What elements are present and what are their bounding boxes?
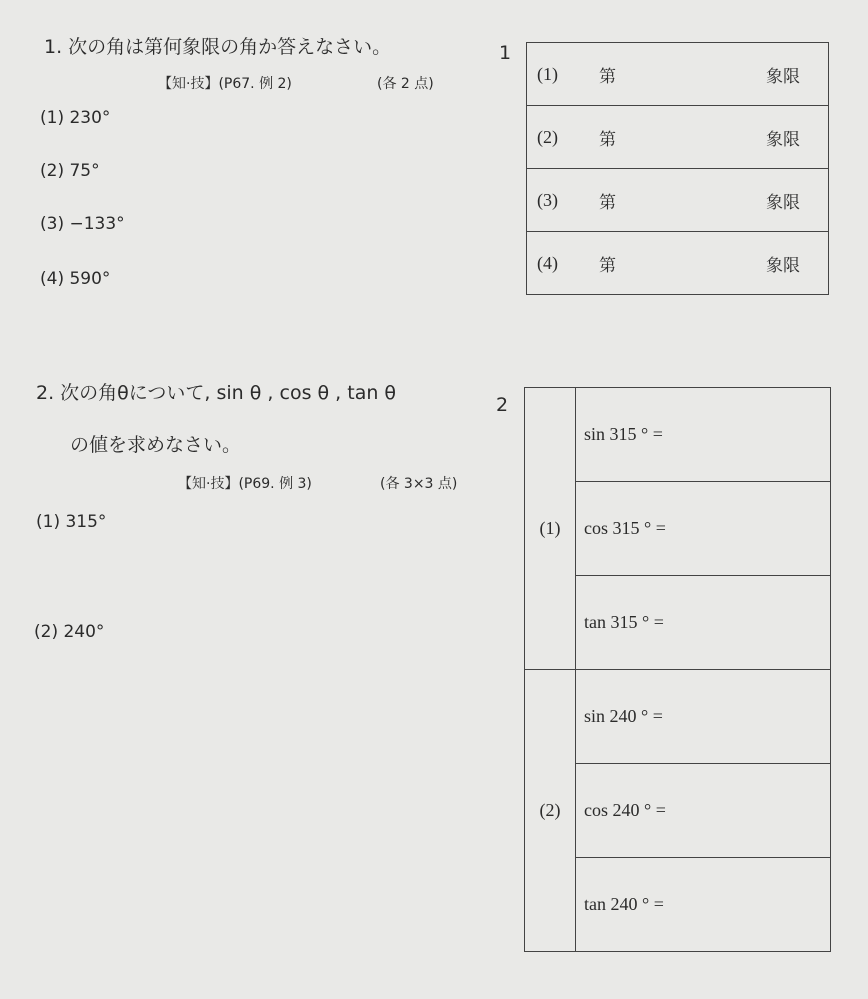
q1-item-4: (4) 590° [40,269,111,289]
q2-reference: 【知·技】(P69. 例 3) [178,476,312,492]
answer2-expression[interactable]: cos 315 ° = [576,482,831,576]
answer-table-1 [526,42,829,295]
answer1-dai: 第 [599,169,709,232]
q1-points: (各 2 点) [377,76,434,92]
q1-reference: 【知·技】(P67. 例 2) [158,76,292,92]
q2-title: 2. 次の角θについて, sin θ , cos θ , tan θ [36,382,397,404]
q1-item-2: (2) 75° [40,161,100,181]
answer1-dai: 第 [599,232,709,295]
q1-item-1: (1) 230° [40,108,111,128]
answer2-group-label: (2) [525,670,576,952]
answer-section-1-number: 1 [499,42,512,64]
answer-section-2-number: 2 [496,394,509,416]
answer1-row [527,106,829,169]
answer1-blank[interactable] [709,232,749,295]
answer1-row [527,169,829,232]
answer2-row [525,670,831,764]
q2-item-1: (1) 315° [36,512,107,532]
answer1-row [527,232,829,295]
answer1-dai: 第 [599,43,709,106]
answer-table-2 [524,387,831,952]
answer1-label: (3) [527,169,600,232]
answer1-label: (4) [527,232,600,295]
answer2-expression[interactable]: cos 240 ° = [576,764,831,858]
q2-item-2: (2) 240° [34,622,105,642]
q2-points: (各 3×3 点) [380,476,458,492]
answer1-shogen: 象限 [749,106,829,169]
q2-title-line2: の値を求めなさい。 [70,434,242,456]
q1-item-3: (3) −133° [40,214,125,234]
answer2-expression[interactable]: tan 240 ° = [576,858,831,952]
answer2-expression[interactable]: sin 240 ° = [576,670,831,764]
answer2-expression[interactable]: sin 315 ° = [576,388,831,482]
answer1-blank[interactable] [709,106,749,169]
answer2-row [525,388,831,482]
q1-title: 1. 次の角は第何象限の角か答えなさい。 [44,36,392,58]
answer1-blank[interactable] [709,43,749,106]
answer2-expression[interactable]: tan 315 ° = [576,576,831,670]
answer1-blank[interactable] [709,169,749,232]
answer1-shogen: 象限 [749,232,829,295]
answer1-row [527,43,829,106]
answer2-group-label: (1) [525,388,576,670]
answer1-label: (1) [527,43,600,106]
answer1-shogen: 象限 [749,169,829,232]
answer1-shogen: 象限 [749,43,829,106]
answer1-label: (2) [527,106,600,169]
answer1-dai: 第 [599,106,709,169]
